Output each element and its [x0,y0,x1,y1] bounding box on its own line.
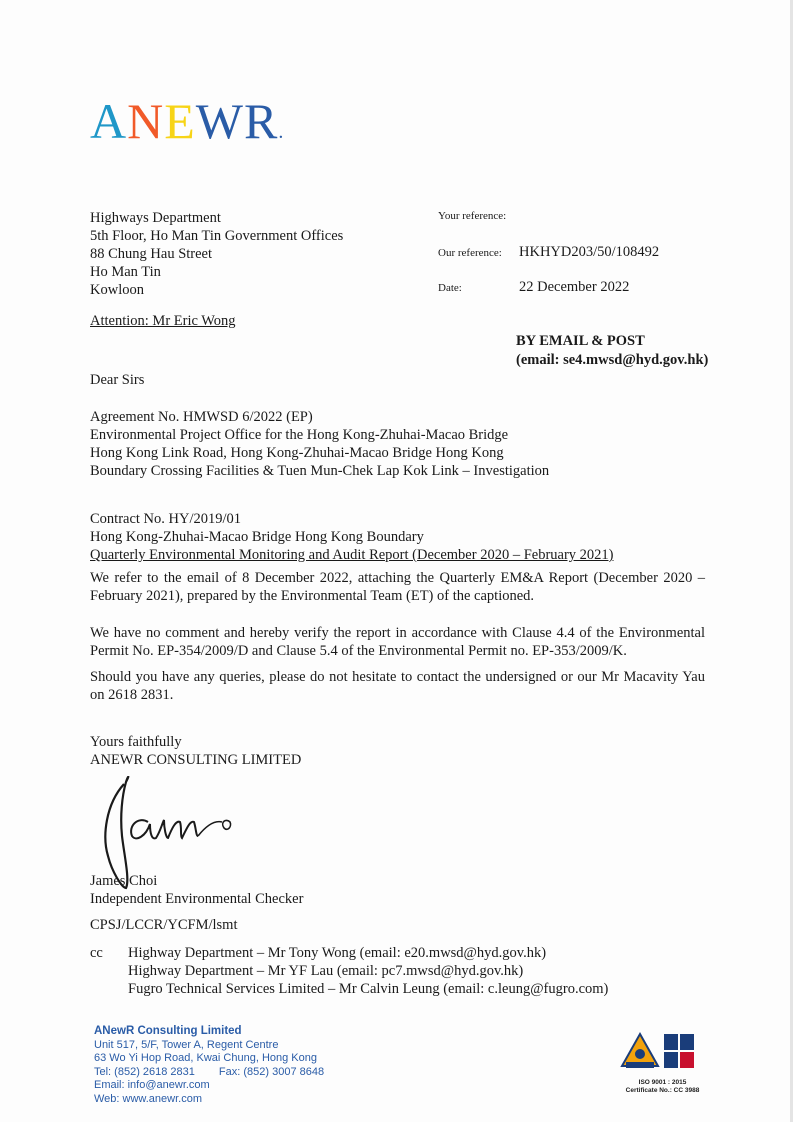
delivery-method [516,332,708,370]
closing-line: Yours faithfully [90,734,182,750]
body-paragraph-3: Should you have any queries, please do not hesitate to contact the undersigned or our Mr Macavity Yau on 2618 2831. [90,669,705,703]
salutation: Dear Sirs [90,372,145,388]
your-reference-label: Your reference: [438,210,507,222]
signatory [90,872,705,908]
company-name: ANEWR CONSULTING LIMITED [90,752,302,768]
report-title: Quarterly Environmental Monitoring and Audit Report (December 2020 – February 2021) [90,547,614,563]
delivery-line: BY EMAIL & POST [516,333,645,349]
footer-address-line: Unit 517, 5/F, Tower A, Regent Centre [94,1038,279,1051]
date-label: Date: [438,282,462,294]
certificate-number: Certificate No.: CC 3988 [625,1087,700,1094]
logo-letter-w: W [195,93,244,149]
subject-line: Hong Kong-Zhuhai-Macao Bridge Hong Kong Boundary [90,529,424,545]
letterhead-footer [94,1025,324,1106]
signatory-name: James Choi [90,873,158,889]
footer-web: Web: www.anewr.com [94,1092,203,1105]
subject-agreement [90,408,705,480]
body-paragraph-1: We refer to the email of 8 December 2022, attaching the Quarterly EM&A Report (December 2020 – February 2021), prepared by the Environmental Team (ET) of the captioned. [90,570,705,604]
logo-letter-e: E [164,93,196,149]
logo-dot: . [278,121,285,143]
closing [90,733,705,769]
our-reference-value: HKHYD203/50/108492 [519,244,660,260]
reference-initials: CPSJ/LCCR/YCFM/lsmt [90,917,238,933]
logo-letter-n: N [127,93,165,149]
our-reference-label: Our reference: [438,247,502,259]
logo-letter-r: R [243,93,279,149]
cc-recipient: Highway Department – Mr YF Lau (email: pc7.mwsd@hyd.gov.hk) [128,963,524,979]
delivery-email: (email: se4.mwsd@hyd.gov.hk) [516,352,709,368]
subject-line: Contract No. HY/2019/01 [90,511,242,527]
address-line: Highways Department [90,210,221,226]
body-paragraph-2: We have no comment and hereby verify the report in accordance with Clause 4.4 of the Environmental Permit No. EP-354/2009/D and Clause 5.4 of the Environmental Permit no. EP-353/2009/K. [90,625,705,659]
address-line: Kowloon [90,282,144,298]
footer-tel: Tel: (852) 2618 2831 [94,1065,195,1078]
company-logo [90,93,285,149]
subject-line: Environmental Project Office for the Hong Kong-Zhuhai-Macao Bridge [90,427,509,443]
date-value: 22 December 2022 [519,279,630,295]
footer-address-line: 63 Wo Yi Hop Road, Kwai Chung, Hong Kong [94,1052,317,1064]
subject-line: Agreement No. HMWSD 6/2022 (EP) [90,409,313,425]
attention-line: Attention: Mr Eric Wong [90,313,236,329]
recipient-address [90,209,343,299]
subject-line: Boundary Crossing Facilities & Tuen Mun-Chek Lap Kok Link – Investigation [90,463,550,479]
iso-standard: ISO 9001 : 2015 [638,1079,687,1086]
address-line: Ho Man Tin [90,264,161,280]
footer-email: Email: info@anewr.com [94,1079,210,1091]
address-line: 5th Floor, Ho Man Tin Government Offices [90,228,344,244]
cc-label: cc [90,945,103,961]
address-line: 88 Chung Hau Street [90,246,213,262]
subject-line: Hong Kong Link Road, Hong Kong-Zhuhai-Macao Bridge Hong Kong [90,445,504,461]
logo-letter-a: A [90,93,128,149]
footer-company-name: ANewR Consulting Limited [94,1025,242,1037]
cc-recipient: Fugro Technical Services Limited – Mr Calvin Leung (email: c.leung@fugro.com) [128,981,609,997]
certification-logos-icon [620,1030,705,1074]
signatory-title: Independent Environmental Checker [90,891,304,907]
subject-contract [90,510,705,564]
footer-fax: Fax: (852) 3007 8648 [218,1065,325,1078]
cc-recipient: Highway Department – Mr Tony Wong (email: e20.mwsd@hyd.gov.hk) [128,945,547,961]
certification-badge [620,1030,705,1095]
